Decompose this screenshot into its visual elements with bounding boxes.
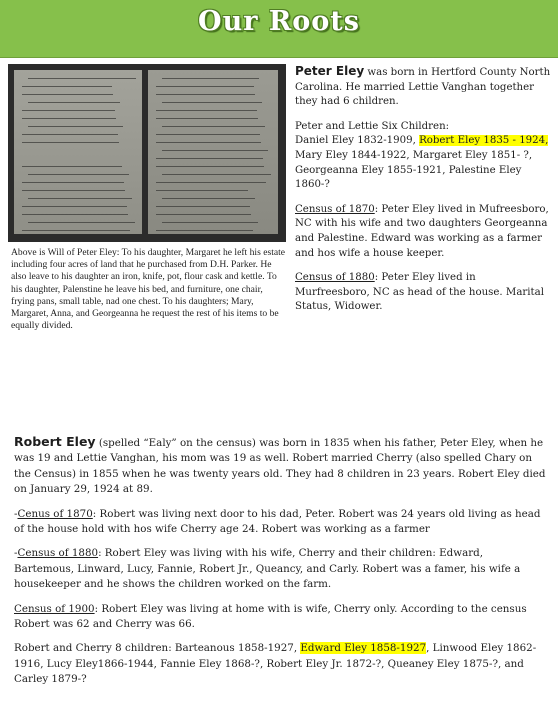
- robert-census-1880: [14, 546, 546, 592]
- handwriting-line: [22, 142, 119, 143]
- handwriting-line: [28, 174, 129, 175]
- will-document-image: [8, 64, 286, 242]
- image-caption: Above is Will of Peter Eley: To his daughter, Margaret he left his estate including four acres of land that he purchased from D.H. Parker. He also leave to his daughter an iron, knife, pot, flour cask and kettle. To his daughter, Palenstine he leave his bed, and furniture, one chair, frying pans, small table, nad one chest. To his daughters; Mary, Margaret, Anna, and Georgeanna he request the rest of his items to be equally divided.: [11, 247, 286, 332]
- handwriting-line: [156, 214, 251, 215]
- robert-census-1870-prefix: -: [14, 507, 18, 520]
- robert-census-1900-label: Census of 1900: [14, 602, 95, 615]
- handwriting-line: [22, 182, 124, 183]
- handwriting-line: [22, 86, 112, 87]
- robert-children: [14, 641, 546, 687]
- robert-census-1870: [14, 507, 546, 538]
- peter-intro: [295, 64, 551, 110]
- robert-children-rest: , Linwood Eley 1862-1916, Lucy Eley1866-1944, Fannie Eley 1868-?, Robert Eley Jr. 1872-?, Queaney Eley 1875-?, and Carley 1879-?: [14, 642, 537, 686]
- peter-intro-text: was born in Hertford County North Carolina. He married Lettie Vanghan together they had 6 children.: [295, 67, 551, 108]
- peter-census-1870: [295, 203, 551, 261]
- handwriting-line: [22, 206, 127, 207]
- handwriting-line: [28, 102, 120, 103]
- handwriting-line: [28, 198, 132, 199]
- page-title: Our Roots: [198, 6, 360, 37]
- handwriting-line: [162, 78, 259, 79]
- peter-census-1880-label: Census of 1880: [295, 272, 375, 284]
- peter-children-heading: Peter and Lettie Six Children:: [295, 120, 450, 132]
- handwriting-line: [28, 222, 135, 223]
- peter-census-1880: [295, 271, 551, 315]
- robert-census-1900-text: : Robert Eley was living at home with is wife, Cherry only. According to the census Robert was 62 and Cherry was 66.: [14, 602, 527, 631]
- peter-children-rest: Mary Eley 1844-1922, Margaret Eley 1851- ?, Georgeanna Eley 1855-1921, Palestine Eley 1860-?: [295, 149, 533, 191]
- handwriting-line: [22, 94, 113, 95]
- peter-children: [295, 120, 551, 193]
- peter-eley-section: [295, 64, 551, 325]
- handwriting-line: [156, 158, 263, 159]
- handwriting-line: [22, 134, 118, 135]
- robert-census-1900: [14, 602, 546, 633]
- handwriting-line: [156, 142, 261, 143]
- handwriting-line: [156, 110, 257, 111]
- peter-child-robert-highlight: Robert Eley 1835 - 1924,: [419, 135, 549, 147]
- robert-census-1870-text: : Robert was living next door to his dad, Peter. Robert was 24 years old living as head of the house hold with hos wife Cherry age 24. Robert was working as a farmer: [14, 507, 541, 536]
- robert-census-1880-label: Census of 1880: [17, 547, 99, 560]
- robert-intro: [14, 434, 546, 498]
- peter-child-daniel: Daniel Eley 1832-1909,: [295, 135, 420, 147]
- robert-census-1870-label: Cenus of 1870: [17, 507, 93, 520]
- handwriting-line: [156, 94, 255, 95]
- handwriting-line: [156, 166, 264, 167]
- peter-census-1880-text: : Peter Eley lived in Murfreesboro, NC as head of the house. Marital Status, Widower.: [295, 272, 544, 313]
- handwriting-line: [22, 230, 130, 231]
- handwriting-line: [156, 206, 250, 207]
- robert-child-edward-highlight: Edward Eley 1858-1927: [300, 642, 427, 655]
- handwriting-line: [156, 230, 253, 231]
- peter-census-1870-label: Census of 1870: [295, 203, 375, 215]
- handwriting-line: [162, 222, 258, 223]
- handwriting-line: [22, 214, 128, 215]
- handwriting-line: [156, 190, 248, 191]
- handwriting-line: [22, 166, 122, 167]
- handwriting-line: [22, 110, 115, 111]
- handwriting-line: [156, 134, 260, 135]
- page-header: [0, 0, 558, 58]
- handwriting-line: [156, 118, 258, 119]
- handwriting-line: [22, 190, 125, 191]
- robert-eley-section: [14, 434, 546, 697]
- robert-intro-text: (spelled “Ealy” on the census) was born in 1835 when his father, Peter Eley, when he was 19 and Lettie Vanghan, his mom was 19 as well. Robert married Cherry (also spelled Chary on the Census) in 1855 when he was twenty years old. They had 8 children in 23 years. Robert Eley died on January 29, 1924 at 89.: [14, 437, 546, 496]
- handwriting-line: [28, 78, 136, 79]
- peter-census-1870-text: : Peter Eley lived in Mufreesboro, NC with his wife and two daughters Georgeanna and Palestine. Edward was working as a farmer and hos wife a house keeper.: [295, 203, 549, 259]
- handwriting-line: [156, 86, 254, 87]
- handwriting-line: [156, 182, 266, 183]
- handwriting-line: [162, 126, 265, 127]
- robert-census-1880-prefix: -: [14, 547, 18, 560]
- handwriting-line: [162, 150, 268, 151]
- robert-census-1880-text: : Robert Eley was living with his wife, Cherry and their children: Edward, Bartemous, Linward, Lucy, Fannie, Robert Jr., Queancy, and Carly. Robert was a famer, his wife a housekeeper and he shows the children worked on the farm.: [14, 547, 521, 591]
- handwriting-line: [162, 198, 255, 199]
- peter-name: Peter Eley: [295, 64, 365, 78]
- handwriting-line: [162, 102, 262, 103]
- robert-name: Robert Eley: [14, 434, 96, 449]
- handwriting-line: [162, 174, 271, 175]
- robert-children-intro: Robert and Cherry 8 children: Barteanous 1858-1927,: [14, 642, 301, 655]
- handwriting-line: [22, 118, 116, 119]
- handwriting-line: [28, 126, 123, 127]
